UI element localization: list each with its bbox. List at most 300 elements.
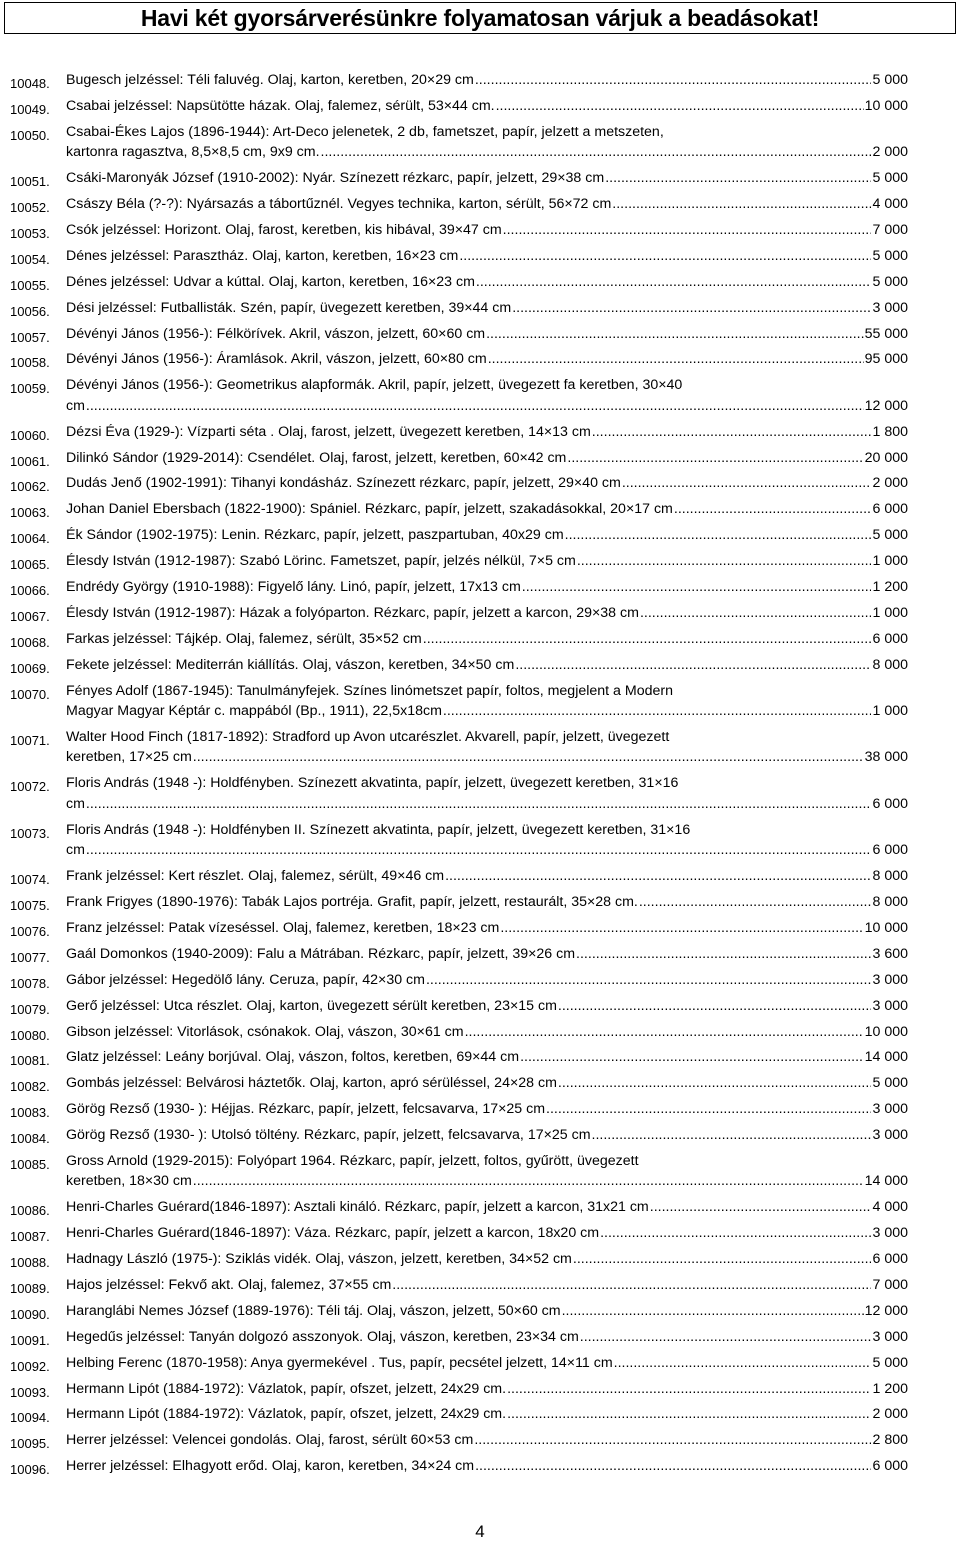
dot-leader [600, 1223, 871, 1244]
dot-leader [392, 1275, 871, 1296]
item-starting-price: 1 200 [872, 579, 908, 596]
item-price-line [66, 918, 908, 939]
item-number: 10073. [10, 825, 50, 841]
item-starting-price: 5 000 [872, 1354, 908, 1371]
list-item [10, 1353, 908, 1374]
item-description: Dézsi Éva (1929-): Vízparti séta . Olaj, farost, jelzett, üvegezett keretben, 14×13 cm [66, 423, 591, 440]
item-price-line [66, 629, 908, 650]
list-item [10, 820, 908, 861]
item-starting-price: 7 000 [872, 1277, 908, 1294]
item-starting-price: 6 000 [872, 1251, 908, 1268]
dot-leader [507, 1404, 871, 1425]
item-description: Henri-Charles Guérard(1846-1897): Asztali kináló. Rézkarc, papír, jelzett a karcon, 31x21 cm [66, 1199, 649, 1216]
item-price-line [66, 220, 908, 241]
list-item [10, 1099, 908, 1120]
item-price-line [66, 1404, 908, 1425]
list-item [10, 220, 908, 241]
item-description-line: Floris András (1948 -): Holdfényben. Színezett akvatinta, papír, jelzett, üvegezett keretben, 31×16 [66, 775, 679, 792]
item-number: 10054. [10, 251, 50, 267]
dot-leader [639, 892, 872, 913]
item-starting-price: 2 800 [872, 1432, 908, 1449]
item-description: Hegedűs jelzéssel: Tanyán dolgozó asszonyok. Olaj, vászon, keretben, 23×34 cm [66, 1328, 579, 1345]
dot-leader [558, 1073, 872, 1094]
list-item [10, 727, 908, 768]
item-number: 10074. [10, 872, 50, 888]
item-description: Dévényi János (1956-): Félkörívek. Akril, vászon, jelzett, 60×60 cm [66, 325, 486, 342]
item-number: 10082. [10, 1079, 50, 1095]
list-item [10, 246, 908, 267]
item-description: Fekete jelzéssel: Mediterrán kiállítás. Olaj, vászon, keretben, 34×50 cm [66, 656, 515, 673]
dot-leader [567, 448, 863, 469]
item-starting-price: 6 000 [872, 842, 908, 859]
dot-leader [445, 866, 871, 887]
dot-leader [577, 551, 872, 572]
item-price-line [66, 1171, 908, 1192]
item-starting-price: 14 000 [864, 1173, 908, 1190]
item-starting-price: 2 000 [872, 144, 908, 161]
item-starting-price: 6 000 [872, 1458, 908, 1475]
item-description: Császy Béla (?-?): Nyársazás a tábortűznél. Vegyes technika, karton, sérült, 56×72 cm [66, 196, 612, 213]
list-item [10, 422, 908, 443]
list-item [10, 375, 908, 416]
dot-leader [496, 96, 864, 117]
item-starting-price: 5 000 [872, 72, 908, 88]
item-price-line [66, 1047, 908, 1068]
item-starting-price: 5 000 [872, 527, 908, 544]
item-price-line [66, 272, 908, 293]
dot-leader [558, 996, 872, 1017]
item-price-line [66, 142, 908, 163]
item-price-line [66, 194, 908, 215]
item-number: 10050. [10, 127, 50, 143]
dot-leader [507, 1379, 871, 1400]
item-number: 10059. [10, 381, 50, 397]
item-description: Hermann Lipót (1884-1972): Vázlatok, papír, ofszet, jelzett, 24x29 cm. [66, 1406, 507, 1423]
item-description: Helbing Ferenc (1870-1958): Anya gyermekével . Tus, papír, pecsétel jelzett, 14×11 cm [66, 1354, 613, 1371]
list-item [10, 168, 908, 189]
dot-leader [475, 1456, 871, 1477]
item-price-line [66, 525, 908, 546]
item-description: Gábor jelzéssel: Hegedölő lány. Ceruza, papír, 42×30 cm [66, 971, 425, 988]
item-starting-price: 5 000 [872, 273, 908, 290]
item-number: 10061. [10, 453, 50, 469]
list-item [10, 944, 908, 965]
list-item [10, 473, 908, 494]
item-description: Dévényi János (1956-): Áramlások. Akril, vászon, jelzett, 60×80 cm [66, 351, 487, 368]
item-number: 10086. [10, 1203, 50, 1219]
item-number: 10058. [10, 355, 50, 371]
dot-leader [515, 655, 871, 676]
item-price-line [66, 1379, 908, 1400]
item-starting-price: 38 000 [864, 749, 908, 766]
dot-leader [321, 142, 872, 163]
item-price-line [66, 1275, 908, 1296]
item-starting-price: 12 000 [864, 1302, 908, 1319]
item-price-line [66, 473, 908, 494]
item-starting-price: 3 000 [872, 299, 908, 316]
item-number: 10080. [10, 1027, 50, 1043]
item-starting-price: 20 000 [864, 449, 908, 466]
list-item [10, 1197, 908, 1218]
list-item [10, 1125, 908, 1146]
item-description: Johan Daniel Ebersbach (1822-1900): Spániel. Rézkarc, papír, jelzett, szakadásokkal, 20×17 cm [66, 501, 673, 518]
item-price-line [66, 701, 908, 722]
item-number: 10071. [10, 732, 50, 748]
item-number: 10049. [10, 101, 50, 117]
item-starting-price: 3 000 [872, 1127, 908, 1144]
item-starting-price: 1 800 [872, 423, 908, 440]
dot-leader [562, 1301, 864, 1322]
list-item [10, 324, 908, 345]
item-number: 10093. [10, 1384, 50, 1400]
dot-leader [465, 1022, 864, 1043]
list-item [10, 1456, 908, 1477]
item-number: 10052. [10, 200, 50, 216]
item-number: 10072. [10, 779, 50, 795]
list-item [10, 1047, 908, 1068]
item-description: Glatz jelzéssel: Leány borjúval. Olaj, vászon, foltos, keretben, 69×44 cm [66, 1049, 520, 1066]
item-starting-price: 4 000 [872, 1199, 908, 1216]
dot-leader [576, 944, 871, 965]
item-description: Gaál Domonkos (1940-2009): Falu a Mátrában. Rézkarc, papír, jelzett, 39×26 cm [66, 945, 576, 962]
item-description-line: Gross Arnold (1929-2015): Folyópart 1964. Rézkarc, papír, jelzett, foltos, gyűrött, üvegezett [66, 1152, 639, 1169]
dot-leader [193, 747, 864, 768]
item-description: Frank Frigyes (1890-1976): Tabák Lajos portréja. Grafit, papír, jelzett, restaurált, 35×28 cm. [66, 894, 638, 911]
item-description: cm [66, 795, 85, 812]
item-number: 10089. [10, 1281, 50, 1297]
item-starting-price: 4 000 [872, 196, 908, 213]
item-number: 10088. [10, 1255, 50, 1271]
item-price-line [66, 944, 908, 965]
item-description: Csabai jelzéssel: Napsütötte házak. Olaj, falemez, sérült, 53×44 cm. [66, 97, 495, 114]
item-price-line [66, 1353, 908, 1374]
item-price-line [66, 1223, 908, 1244]
item-number: 10057. [10, 329, 50, 345]
dot-leader [612, 194, 871, 215]
item-description: cm [66, 842, 85, 859]
item-price-line [66, 996, 908, 1017]
item-price-line [66, 1249, 908, 1270]
item-number: 10065. [10, 557, 50, 573]
item-number: 10090. [10, 1306, 50, 1322]
item-starting-price: 55 000 [864, 325, 908, 342]
item-number: 10076. [10, 923, 50, 939]
item-price-line [66, 1430, 908, 1451]
item-starting-price: 3 000 [872, 997, 908, 1014]
item-starting-price: 1 000 [872, 703, 908, 720]
list-item [10, 603, 908, 624]
item-price-line [66, 1301, 908, 1322]
dot-leader [512, 298, 871, 319]
dot-leader [500, 918, 863, 939]
item-description: keretben, 18×30 cm [66, 1173, 192, 1190]
list-item [10, 773, 908, 814]
item-price-line [66, 1197, 908, 1218]
item-number: 10096. [10, 1462, 50, 1478]
item-description: Élesdy István (1912-1987): Házak a folyóparton. Rézkarc, papír, jelzett a karcon, 29×38 cm [66, 604, 639, 621]
dot-leader [474, 1430, 871, 1451]
list-item [10, 1151, 908, 1192]
item-starting-price: 3 000 [872, 971, 908, 988]
dot-leader [605, 168, 871, 189]
item-price-line [66, 747, 908, 768]
item-price-line [66, 1456, 908, 1477]
item-price-line [66, 892, 908, 913]
dot-leader [86, 840, 872, 861]
item-price-line [66, 840, 908, 861]
item-number: 10055. [10, 277, 50, 293]
item-number: 10068. [10, 634, 50, 650]
item-price-line [66, 970, 908, 991]
item-price-line [66, 168, 908, 189]
list-item [10, 681, 908, 722]
list-item [10, 349, 908, 370]
item-price-line [66, 1099, 908, 1120]
dot-leader [475, 70, 872, 91]
item-price-line [66, 246, 908, 267]
list-item [10, 70, 908, 91]
list-item [10, 499, 908, 520]
item-starting-price: 3 600 [872, 945, 908, 962]
item-description: Hadnagy László (1975-): Sziklás vidék. Olaj, vászon, jelzett, keretben, 34×52 cm [66, 1251, 572, 1268]
item-starting-price: 10 000 [864, 919, 908, 936]
list-item [10, 1223, 908, 1244]
item-number: 10084. [10, 1131, 50, 1147]
dot-leader [580, 1327, 872, 1348]
item-starting-price: 1 000 [872, 553, 908, 570]
item-price-line [66, 349, 908, 370]
item-description: kartonra ragasztva, 8,5×8,5 cm, 9x9 cm. [66, 144, 320, 161]
item-price-line [66, 70, 908, 91]
list-item [10, 525, 908, 546]
item-number: 10064. [10, 531, 50, 547]
list-item [10, 1022, 908, 1043]
header-banner: Havi két gyorsárverésünkre folyamatosan várjuk a beadásokat! [4, 2, 956, 34]
dot-leader [573, 1249, 872, 1270]
item-starting-price: 5 000 [872, 1075, 908, 1092]
item-description: Dilinkó Sándor (1929-2014): Csendélet. Olaj, farost, jelzett, keretben, 60×42 cm [66, 449, 567, 466]
item-description: Bugesch jelzéssel: Téli faluvég. Olaj, karton, keretben, 20×29 cm [66, 72, 474, 88]
item-price-line [66, 96, 908, 117]
item-number: 10069. [10, 660, 50, 676]
item-starting-price: 1 200 [872, 1380, 908, 1397]
page-number: 4 [475, 1522, 485, 1541]
item-description: Herrer jelzéssel: Elhagyott erőd. Olaj, karon, keretben, 34×24 cm [66, 1458, 475, 1475]
item-starting-price: 12 000 [864, 397, 908, 414]
item-number: 10075. [10, 898, 50, 914]
item-description: Gombás jelzéssel: Belvárosi háztetők. Olaj, karton, apró sérüléssel, 24×28 cm [66, 1075, 557, 1092]
item-starting-price: 1 000 [872, 604, 908, 621]
list-item [10, 1404, 908, 1425]
dot-leader [622, 473, 872, 494]
list-item [10, 629, 908, 650]
auction-item-list [10, 70, 908, 1482]
dot-leader [486, 324, 863, 345]
item-description: Csók jelzéssel: Horizont. Olaj, farost, keretben, kis hibával, 39×47 cm [66, 221, 502, 238]
list-item [10, 892, 908, 913]
item-starting-price: 5 000 [872, 170, 908, 187]
dot-leader [522, 577, 872, 598]
item-price-line [66, 551, 908, 572]
item-description: Görög Rezső (1930- ): Héjjas. Rézkarc, papír, jelzett, felcsavarva, 17×25 cm [66, 1101, 546, 1118]
item-starting-price: 2 000 [872, 475, 908, 492]
list-item [10, 1073, 908, 1094]
item-number: 10048. [10, 76, 50, 91]
dot-leader [476, 272, 872, 293]
item-description-line: Fényes Adolf (1867-1945): Tanulmányfejek. Színes linómetszet papír, foltos, megjelent a Modern [66, 682, 673, 699]
item-description: Endrédy György (1910-1988): Figyelő lány. Linó, papír, jelzett, 17x13 cm [66, 579, 521, 596]
dot-leader [614, 1353, 872, 1374]
list-item [10, 96, 908, 117]
item-description: Henri-Charles Guérard(1846-1897): Váza. Rézkarc, papír, jelzett a karcon, 18x20 cm [66, 1225, 600, 1242]
item-number: 10060. [10, 427, 50, 443]
item-description: Görög Rezső (1930- ): Utolsó töltény. Rézkarc, papír, jelzett, felcsavarva, 17×25 cm [66, 1127, 591, 1144]
dot-leader [592, 422, 872, 443]
item-number: 10078. [10, 975, 50, 991]
item-description: Élesdy István (1912-1987): Szabó Lörinc. Fametszet, papír, jelzés nélkül, 7×5 cm [66, 553, 576, 570]
item-price-line [66, 499, 908, 520]
item-description-line: Walter Hood Finch (1817-1892): Stradford up Avon utcarészlet. Akvarell, papír, jelzett, üvegezett [66, 728, 670, 745]
item-number: 10051. [10, 174, 50, 190]
dot-leader [459, 246, 871, 267]
item-price-line [66, 866, 908, 887]
dot-leader [443, 701, 872, 722]
item-starting-price: 14 000 [864, 1049, 908, 1066]
item-description: keretben, 17×25 cm [66, 749, 192, 766]
dot-leader [86, 396, 864, 417]
item-description: cm [66, 397, 85, 414]
item-description: Farkas jelzéssel: Tájkép. Olaj, falemez, sérült, 35×52 cm [66, 630, 422, 647]
item-price-line [66, 794, 908, 815]
item-description: Hermann Lipót (1884-1972): Vázlatok, papír, ofszet, jelzett, 24x29 cm. [66, 1380, 507, 1397]
list-item [10, 298, 908, 319]
list-item [10, 551, 908, 572]
list-item [10, 577, 908, 598]
dot-leader [193, 1171, 864, 1192]
item-number: 10063. [10, 505, 50, 521]
item-description: Magyar Magyar Képtár c. mappából (Bp., 1911), 22,5x18cm [66, 703, 442, 720]
list-item [10, 1327, 908, 1348]
item-description: Haranglábi Nemes József (1889-1976): Téli táj. Olaj, vászon, jelzett, 50×60 cm [66, 1302, 561, 1319]
list-item [10, 918, 908, 939]
item-description: Csáki-Maronyák József (1910-2002): Nyár. Színezett rézkarc, papír, jelzett, 29×38 cm [66, 170, 605, 187]
item-description: Frank jelzéssel: Kert részlet. Olaj, falemez, sérült, 49×46 cm [66, 868, 445, 885]
item-description: Hajos jelzéssel: Fekvő akt. Olaj, falemez, 37×55 cm [66, 1277, 392, 1294]
item-starting-price: 8 000 [872, 656, 908, 673]
item-number: 10067. [10, 608, 50, 624]
item-starting-price: 7 000 [872, 221, 908, 238]
dot-leader [674, 499, 872, 520]
item-price-line [66, 448, 908, 469]
list-item [10, 655, 908, 676]
item-description: Franz jelzéssel: Patak vízeséssel. Olaj, falemez, keretben, 18×23 cm [66, 919, 500, 936]
item-number: 10066. [10, 583, 50, 599]
item-description: Herrer jelzéssel: Velencei gondolás. Olaj, farost, sérült 60×53 cm [66, 1432, 474, 1449]
item-number: 10070. [10, 686, 50, 702]
item-description: Dénes jelzéssel: Parasztház. Olaj, karton, keretben, 16×23 cm [66, 247, 459, 264]
item-number: 10062. [10, 479, 50, 495]
item-description: Dési jelzéssel: Futballisták. Szén, papír, üvegezett keretben, 39×44 cm [66, 299, 512, 316]
list-item [10, 448, 908, 469]
item-description-line: Floris András (1948 -): Holdfényben II. Színezett akvatinta, papír, jelzett, üvegezett keretben, 31×16 [66, 821, 691, 838]
item-description-line: Csabai-Ékes Lajos (1896-1944): Art-Deco jelenetek, 2 db, fametszet, papír, jelzett a metszeten, [66, 123, 664, 140]
item-starting-price: 10 000 [864, 97, 908, 114]
item-price-line [66, 655, 908, 676]
list-item [10, 970, 908, 991]
list-item [10, 122, 908, 163]
list-item [10, 272, 908, 293]
dot-leader [503, 220, 872, 241]
dot-leader [565, 525, 872, 546]
item-number: 10079. [10, 1001, 50, 1017]
dot-leader [488, 349, 864, 370]
item-price-line [66, 396, 908, 417]
item-number: 10077. [10, 949, 50, 965]
item-starting-price: 6 000 [872, 795, 908, 812]
item-price-line [66, 1022, 908, 1043]
item-price-line [66, 1125, 908, 1146]
item-price-line [66, 603, 908, 624]
item-number: 10083. [10, 1105, 50, 1121]
list-item [10, 996, 908, 1017]
item-number: 10053. [10, 225, 50, 241]
item-starting-price: 10 000 [864, 1023, 908, 1040]
item-starting-price: 2 000 [872, 1406, 908, 1423]
item-number: 10081. [10, 1053, 50, 1069]
dot-leader [426, 970, 872, 991]
item-starting-price: 8 000 [872, 868, 908, 885]
item-number: 10095. [10, 1436, 50, 1452]
dot-leader [650, 1197, 872, 1218]
dot-leader [640, 603, 872, 624]
item-price-line [66, 422, 908, 443]
item-price-line [66, 577, 908, 598]
item-number: 10091. [10, 1332, 50, 1348]
item-number: 10092. [10, 1358, 50, 1374]
item-starting-price: 8 000 [872, 894, 908, 911]
list-item [10, 1275, 908, 1296]
item-price-line [66, 298, 908, 319]
dot-leader [546, 1099, 871, 1120]
item-starting-price: 3 000 [872, 1328, 908, 1345]
list-item [10, 866, 908, 887]
item-number: 10087. [10, 1229, 50, 1245]
list-item [10, 1379, 908, 1400]
list-item [10, 1301, 908, 1322]
dot-leader [520, 1047, 864, 1068]
item-starting-price: 3 000 [872, 1225, 908, 1242]
item-starting-price: 6 000 [872, 501, 908, 518]
item-price-line [66, 324, 908, 345]
item-description: Gerő jelzéssel: Utca részlet. Olaj, karton, üvegezett sérült keretben, 23×15 cm [66, 997, 557, 1014]
item-description: Gibson jelzéssel: Vitorlások, csónakok. Olaj, vászon, 30×61 cm [66, 1023, 464, 1040]
item-number: 10094. [10, 1410, 50, 1426]
item-description-line: Dévényi János (1956-): Geometrikus alapformák. Akril, papír, jelzett, üvegezett fa keretben, 30×40 [66, 377, 683, 394]
item-number: 10085. [10, 1156, 50, 1172]
list-item [10, 1430, 908, 1451]
item-number: 10056. [10, 303, 50, 319]
item-description: Dénes jelzéssel: Udvar a kúttal. Olaj, karton, keretben, 16×23 cm [66, 273, 475, 290]
list-item [10, 1249, 908, 1270]
item-price-line [66, 1327, 908, 1348]
item-starting-price: 5 000 [872, 247, 908, 264]
item-price-line [66, 1073, 908, 1094]
dot-leader [592, 1125, 872, 1146]
item-description: Dudás Jenő (1902-1991): Tihanyi kondásház. Színezett rézkarc, papír, jelzett, 29×40 cm [66, 475, 621, 492]
item-description: Ék Sándor (1902-1975): Lenin. Rézkarc, papír, jelzett, paszpartuban, 40x29 cm [66, 527, 564, 544]
list-item [10, 194, 908, 215]
dot-leader [423, 629, 872, 650]
